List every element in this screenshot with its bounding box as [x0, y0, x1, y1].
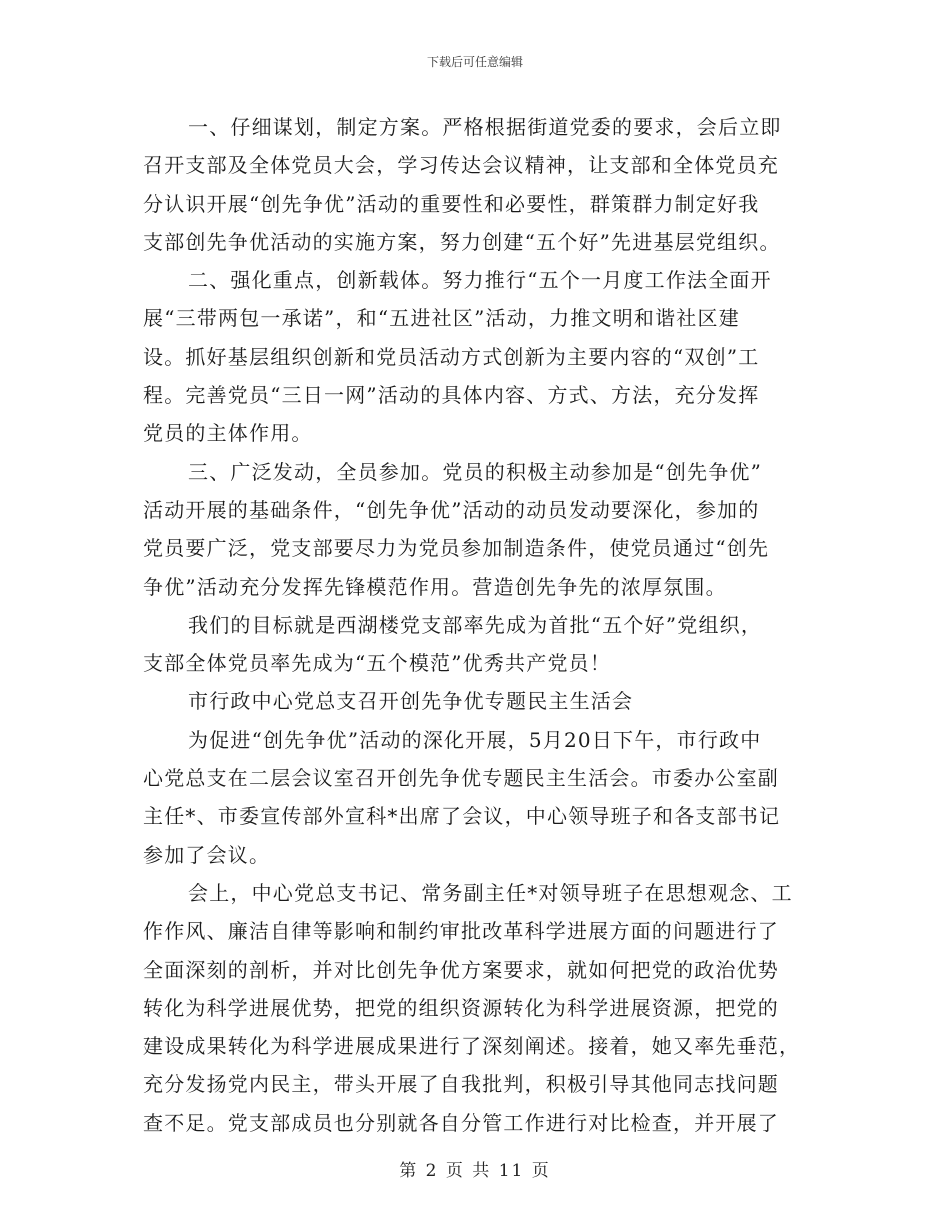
text-line: 作作风、廉洁自律等影响和制约审批改革科学进展方面的问题进行了 [143, 919, 779, 944]
text-line: 召开支部及全体党员大会，学习传达会议精神，让支部和全体党员充 [143, 153, 779, 178]
text-line: 分认识开展“创先争优”活动的重要性和必要性，群策群力制定好我 [143, 191, 760, 216]
text-line: 查不足。党支部成员也分别就各自分管工作进行对比检查，并开展了 [143, 1110, 779, 1135]
paragraph [143, 108, 813, 261]
text-line: 市行政中心党总支召开创先争优专题民主生活会 [188, 689, 634, 714]
text-line: 一、仔细谋划，制定方案。严格根据街道党委的要求，会后立即 [188, 115, 782, 139]
text-line: 活动开展的基础条件，“创先争优”活动的动员发动要深化，参加的 [143, 497, 760, 522]
text-line: 建设成果转化为科学进展成果进行了深刻阐述。接着，她又率先垂范， [143, 1034, 801, 1059]
text-line: 参加了会议。 [143, 842, 271, 867]
text-line: 争优”活动充分发挥先锋模范作用。营造创先争先的浓厚氛围。 [143, 574, 727, 599]
paragraph [143, 721, 813, 874]
text-line: 心党总支在二层会议室召开创先争优专题民主生活会。市委办公室副 [143, 766, 779, 791]
text-line: 二、强化重点，创新载体。努力推行“五个一月度工作法全面开 [188, 268, 772, 293]
paragraph [143, 453, 813, 606]
text-line: 转化为科学进展优势，把党的组织资源转化为科学进展资源，把党的 [143, 995, 779, 1020]
text-line: 全面深刻的剖析，并对比创先争优方案要求，就如何把党的政治优势 [143, 957, 779, 982]
text-line: 设。抓好基层组织创新和党员活动方式创新为主要内容的“双创”工 [143, 344, 760, 369]
section-title [143, 682, 813, 720]
paragraph [143, 874, 813, 1142]
text-line: 三、广泛发动，全员参加。党员的积极主动参加是“创先争优” [188, 459, 763, 484]
text-line: 会上，中心党总支书记、常务副主任*对领导班子在思想观念、工 [188, 880, 793, 905]
text-line: 充分发扬党内民主，带头开展了自我批判，积极引导其他同志找问题 [143, 1072, 779, 1097]
text-line: 我们的目标就是西湖楼党支部率先成为首批“五个好”党组织， [188, 612, 763, 637]
text-line: 主任*、市委宣传部外宣科*出席了会议，中心领导班子和各支部书记 [143, 804, 781, 829]
text-line: 党员的主体作用。 [143, 421, 313, 446]
text-line: 程。完善党员“三日一网”活动的具体内容、方式、方法，充分发挥 [143, 383, 760, 408]
text-line: 为促进“创先争优”活动的深化开展，5月20日下午，市行政中 [188, 727, 762, 752]
text-line: 党员要广泛，党支部要尽力为党员参加制造条件，使党员通过“创先 [143, 536, 770, 561]
page-header-note: 下载后可任意编辑 [426, 55, 523, 69]
text-line: 支部创先争优活动的实施方案，努力创建“五个好”先进基层党组织。 [143, 229, 781, 254]
paragraph [143, 261, 813, 452]
text-line: 支部全体党员率先成为“五个模范”优秀共产党员！ [143, 651, 612, 676]
page-number-footer: 第 2 页 共 11 页 [399, 1161, 551, 1181]
paragraph [143, 606, 813, 683]
text-line: 展“三带两包一承诺”，和“五进社区”活动，力推文明和谐社区建 [143, 306, 740, 331]
document-body [143, 108, 813, 1142]
